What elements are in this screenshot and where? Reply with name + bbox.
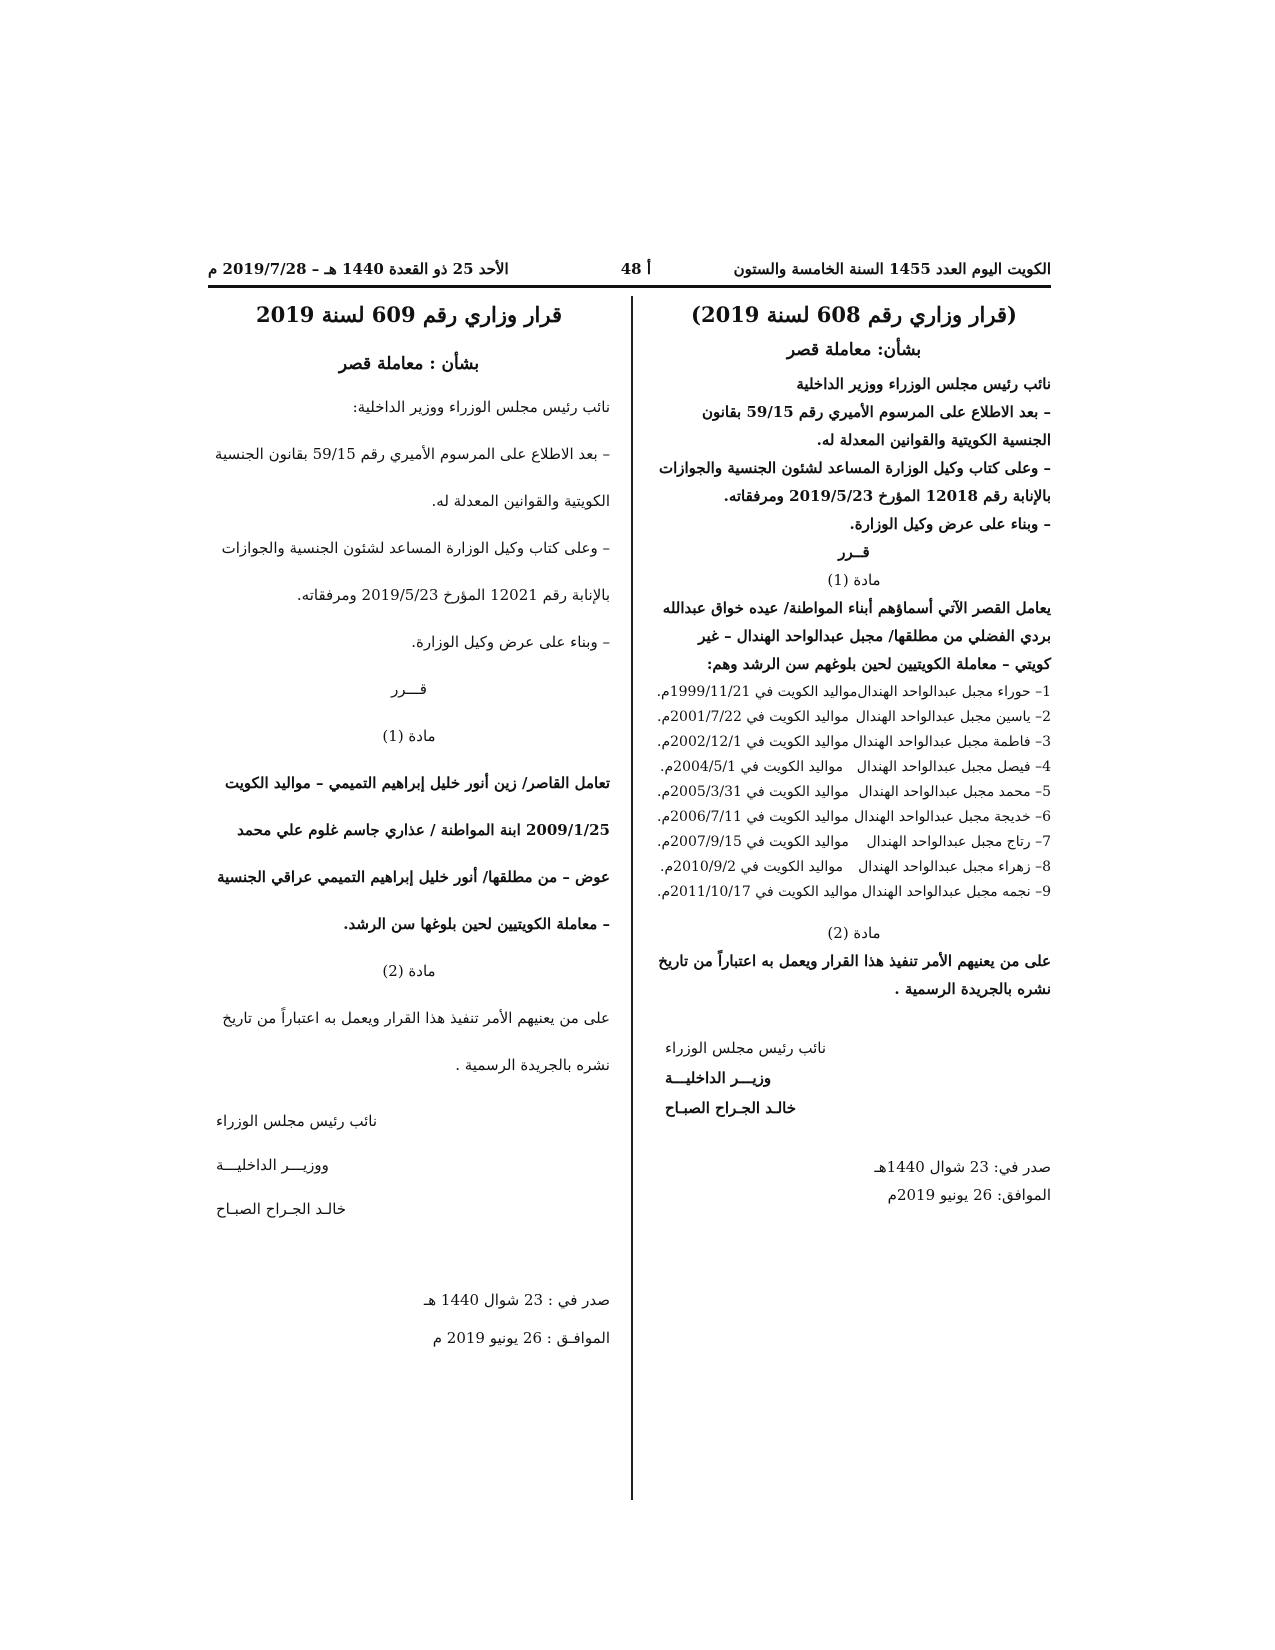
decree-609-signature	[208, 1099, 610, 1231]
decree-608-preamble-3: – وبناء على عرض وكيل الوزارة.	[849, 515, 1051, 533]
decree-609-subject: بشأن : معاملة قصر	[338, 354, 480, 374]
child-birth: مواليد الكويت في 2010/9/2م.	[660, 859, 843, 875]
list-item	[657, 830, 1051, 855]
signature-title-1: نائب رئيس مجلس الوزراء	[665, 1039, 827, 1057]
signature-title-1: نائب رئيس مجلس الوزراء	[216, 1112, 378, 1130]
decree-608-decided: قــرر	[838, 543, 870, 561]
child-name: 5– محمد مجبل عبدالواحد الهندال	[858, 784, 1051, 800]
decree-608-article-1-text: يعامل القصر الآتي أسماؤهم أبناء المواطنة/ عيده خواق عبدالله بردي الفضلي من مطلقها/ مجبل عبدالواحد الهندال – غير كويتي – معاملة الكويتيين لحين بلوغهم سن الرشد وهم:	[662, 599, 1051, 673]
decree-609-title: قرار وزاري رقم 609 لسنة 2019	[255, 302, 563, 327]
child-name: 1– حوراء مجبل عبدالواحد الهندال	[857, 684, 1051, 700]
list-item	[657, 730, 1051, 755]
decree-609-preamble-1: – بعد الاطلاع على المرسوم الأميري رقم 59/15 بقانون الجنسية الكويتية والقوانين المعدلة له.	[214, 445, 610, 510]
child-name: 8– زهراء مجبل عبدالواحد الهندال	[858, 859, 1051, 875]
decree-608-column	[657, 296, 1051, 1209]
signature-title-2: وزيـــر الداخليـــة	[665, 1069, 772, 1087]
child-birth: مواليد الكويت في 2007/9/15م.	[657, 834, 849, 850]
decree-608-corresponding-date: الموافق: 26 يونيو 2019م	[887, 1186, 1051, 1204]
decree-609-article-2-text: على من يعنيهم الأمر تنفيذ هذا القرار ويعمل به اعتباراً من تاريخ نشره بالجريدة الرسمية .	[222, 1009, 610, 1074]
decree-608-article-2-title: مادة (2)	[827, 924, 881, 942]
header-rule	[208, 285, 1051, 288]
child-birth: مواليد الكويت في 1999/11/21م.	[656, 684, 858, 700]
child-birth: مواليد الكويت في 2005/3/31م.	[657, 784, 849, 800]
child-name: 6– خديجة مجبل عبدالواحد الهندال	[854, 809, 1051, 825]
decree-608-preamble-1: – بعد الاطلاع على المرسوم الأميري رقم 59/15 بقانون الجنسية الكويتية والقوانين المعدلة له.	[701, 403, 1051, 449]
decree-609-preamble-2: – وعلى كتاب وكيل الوزارة المساعد لشئون الجنسية والجوازات بالإنابة رقم 12021 المؤرخ 2019/5/23 ومرفقاته.	[221, 539, 610, 604]
decree-609-article-1-title: مادة (1)	[382, 727, 436, 745]
column-divider	[631, 296, 633, 1500]
decree-609-issuer: نائب رئيس مجلس الوزراء ووزير الداخلية:	[352, 398, 610, 416]
child-name: 2– ياسين مجبل عبدالواحد الهندال	[855, 709, 1051, 725]
decree-608-subject: بشأن: معاملة قصر	[786, 340, 922, 360]
list-item	[657, 855, 1051, 880]
list-item	[657, 680, 1051, 705]
decree-609-article-2-title: مادة (2)	[382, 962, 436, 980]
decree-609-decided: قـــرر	[391, 680, 427, 698]
decree-608-issued-date: صدر في: 23 شوال 1440هـ	[874, 1158, 1051, 1176]
decree-608-article-1-title: مادة (1)	[827, 571, 881, 589]
decree-608-issuer: نائب رئيس مجلس الوزراء ووزير الداخلية	[796, 375, 1051, 393]
decree-609-preamble-3: – وبناء على عرض وكيل الوزارة.	[411, 633, 610, 651]
list-item	[657, 755, 1051, 780]
child-name: 9– نجمه مجبل عبدالواحد الهندال	[861, 884, 1051, 900]
child-name: 3– فاطمة مجبل عبدالواحد الهندال	[852, 734, 1051, 750]
header-date: الأحد 25 ذو القعدة 1440 هـ – 2019/7/28 م	[208, 260, 509, 278]
signature-name: خالـد الجـراح الصبـاح	[665, 1099, 796, 1117]
header-issue-info: الكويت اليوم العدد 1455 السنة الخامسة والستون	[733, 260, 1051, 278]
signature-title-2: ووزيـــر الداخليـــة	[216, 1156, 329, 1174]
decree-609-column	[208, 296, 610, 1357]
list-item	[657, 805, 1051, 830]
children-list	[657, 680, 1051, 905]
decree-608-signature	[657, 1033, 1051, 1123]
signature-name: خالـد الجـراح الصبـاح	[216, 1200, 347, 1218]
child-name: 7– رتاج مجبل عبدالواحد الهندال	[866, 834, 1051, 850]
decree-608-article-2-text: على من يعنيهم الأمر تنفيذ هذا القرار ويعمل به اعتباراً من تاريخ نشره بالجريدة الرسمية .	[658, 952, 1051, 998]
child-birth: مواليد الكويت في 2002/12/1م.	[657, 734, 849, 750]
list-item	[657, 880, 1051, 905]
page-header	[208, 258, 1051, 286]
child-birth: مواليد الكويت في 2011/10/17م.	[657, 884, 858, 900]
decree-609-issued-date: صدر في : 23 شوال 1440 هـ	[423, 1291, 610, 1309]
decree-609-corresponding-date: الموافـق : 26 يونيو 2019 م	[432, 1329, 610, 1347]
child-birth: مواليد الكويت في 2001/7/22م.	[657, 709, 849, 725]
child-birth: مواليد الكويت في 2004/5/1م.	[660, 759, 843, 775]
decree-608-preamble-2: – وعلى كتاب وكيل الوزارة المساعد لشئون الجنسية والجوازات بالإنابة رقم 12018 المؤرخ 2019/5/23 ومرفقاته.	[658, 459, 1051, 505]
decree-608-title: (قرار وزاري رقم 608 لسنة 2019)	[691, 302, 1017, 327]
child-birth: مواليد الكويت في 2006/7/11م.	[657, 809, 849, 825]
list-item	[657, 780, 1051, 805]
header-page-number: أ 48	[620, 260, 651, 278]
decree-609-article-1-text: تعامل القاصر/ زين أنور خليل إبراهيم التميمي – مواليد الكويت 2009/1/25 ابنة المواطنة / عذاري جاسم غلوم علي محمد عوض – من مطلقها/ أنور خليل إبراهيم التميمي عراقي الجنسية – معاملة الكويتيين لحين بلوغها سن الرشد.	[217, 774, 610, 933]
child-name: 4– فيصل مجبل عبدالواحد الهندال	[856, 759, 1051, 775]
decree-609-body	[208, 384, 610, 1089]
list-item	[657, 705, 1051, 730]
